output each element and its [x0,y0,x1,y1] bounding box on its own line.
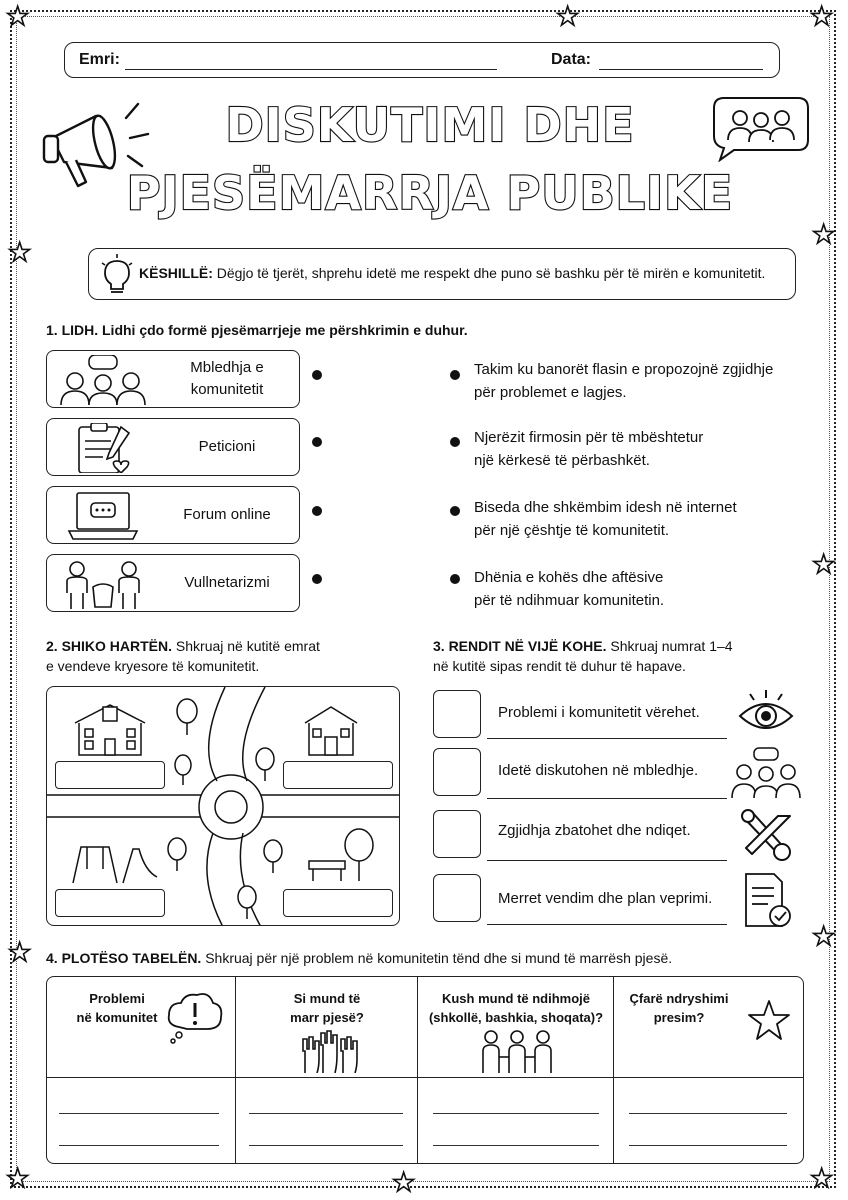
star-icon: ★ [8,238,32,268]
lightbulb-icon [99,253,135,297]
write-line[interactable] [629,1145,787,1146]
star-icon [747,999,791,1041]
star-icon: ★ [556,2,580,32]
corner-star-icon: ★ [810,1164,834,1194]
match-dot-right[interactable] [450,574,460,584]
match-description: Dhënia e kohës dhe aftësive për të ndihmuar komunitetin. [474,569,665,609]
match-item-community-meeting[interactable] [46,350,300,408]
meeting-icon [730,746,802,800]
match-item-online-forum[interactable] [46,486,300,544]
write-line[interactable] [629,1113,787,1114]
map-answer-box[interactable] [283,889,393,917]
group-people-icon [55,355,151,405]
write-line[interactable] [249,1113,403,1114]
name-date-bar [64,42,780,78]
date-label: Data: [551,51,592,68]
page-title-line-2: PJESËMARRJA PUBLIKE [126,166,734,220]
checklist-icon [740,872,796,930]
timeline-step-text: Idetë diskutohen në mbledhje. [498,762,699,779]
star-icon: ★ [812,220,836,250]
write-line[interactable] [433,1113,599,1114]
tip-label: KËSHILLË: [139,265,213,281]
match-label: komunitetit [190,381,264,398]
write-line[interactable] [249,1145,403,1146]
timeline-line [487,860,727,861]
timeline-step-text: Merret vendim dhe plan veprimi. [498,890,713,907]
timeline-number-box[interactable] [433,690,481,738]
table-header-problem: Problemi në komunitet [76,991,158,1025]
map-answer-box[interactable] [283,761,393,789]
match-dot-left[interactable] [312,506,322,516]
laptop-chat-icon [55,491,151,541]
match-description: Njerëzit firmosin për të mbështetur një kërkesë të përbashkët. [474,429,704,469]
map-answer-box[interactable] [55,889,165,917]
match-dot-left[interactable] [312,370,322,380]
write-line[interactable] [59,1145,219,1146]
star-icon: ★ [812,550,836,580]
corner-star-icon: ★ [810,2,834,32]
match-label: Peticioni [198,438,256,455]
eye-icon [736,688,796,740]
match-label: Vullnetarizmi [184,574,270,591]
page-title-line-1: DISKUTIMI DHE [225,98,635,152]
timeline-line [487,798,727,799]
community-problem-table [46,976,804,1164]
timeline-step-text: Problemi i komunitetit vërehet. [498,704,700,721]
match-label: Mbledhja e [190,359,264,376]
section-1-heading: 1. LIDH. Lidhi çdo formë pjesëmarrjeje me përshkrimin e duhur. [46,322,468,338]
star-icon: ★ [812,922,836,952]
table-divider [47,1077,803,1078]
name-field[interactable] [125,69,497,70]
thought-cloud-exclamation-icon [165,989,225,1045]
community-map [46,686,400,926]
timeline-step-text: Zgjidhja zbatohet dhe ndiqet. [498,822,691,839]
timeline-number-box[interactable] [433,874,481,922]
match-dot-right[interactable] [450,370,460,380]
timeline-line [487,738,727,739]
section-2-heading: 2. SHIKO HARTËN. Shkruaj në kutitë emrat e vendeve kryesore të komunitetit. [46,638,320,674]
people-holding-hands-icon [477,1029,557,1073]
section-4-heading: 4. PLOTËSO TABELËN. Shkruaj për një problem në komunitetin tënd dhe si mund të marrësh pjesë. [46,950,673,966]
match-label: Forum online [183,506,271,523]
write-line[interactable] [433,1145,599,1146]
match-dot-right[interactable] [450,437,460,447]
table-divider [235,977,236,1163]
raised-hands-icon [299,1029,369,1073]
date-field[interactable] [599,69,763,70]
tip-text: Dëgjo të tjerët, shprehu idetë me respekt dhe puno së bashku për të mirën e komunitetit. [216,265,766,281]
write-line[interactable] [59,1113,219,1114]
table-divider [417,977,418,1163]
match-item-petition[interactable] [46,418,300,476]
map-answer-box[interactable] [55,761,165,789]
match-dot-left[interactable] [312,574,322,584]
timeline-number-box[interactable] [433,810,481,858]
name-label: Emri: [79,51,120,68]
table-header-participate: Si mund të marr pjesë? [290,991,364,1025]
corner-star-icon: ★ [6,1164,30,1194]
star-icon: ★ [392,1168,416,1198]
tip-box [88,248,796,300]
clipboard-icon [55,423,151,473]
table-header-change: Çfarë ndryshimi presim? [629,991,729,1025]
match-item-volunteering[interactable] [46,554,300,612]
match-dot-right[interactable] [450,506,460,516]
table-divider [613,977,614,1163]
section-3-heading: 3. RENDIT NË VIJË KOHE. Shkruaj numrat 1–4 në kutitë sipas rendit të duhur të hapave. [433,638,733,674]
table-header-who-helps: Kush mund të ndihmojë (shkollë, bashkia, shoqata)? [428,991,604,1025]
timeline-number-box[interactable] [433,748,481,796]
volunteers-icon [55,559,151,609]
tools-icon [738,808,798,864]
timeline-line [487,924,727,925]
star-icon: ★ [8,938,32,968]
match-description: Biseda dhe shkëmbim idesh në internet për një çështje të komunitetit. [474,499,737,539]
corner-star-icon: ★ [6,2,30,32]
match-dot-left[interactable] [312,437,322,447]
match-description: Takim ku banorët flasin e propozojnë zgjidhje për problemet e lagjes. [474,361,774,401]
